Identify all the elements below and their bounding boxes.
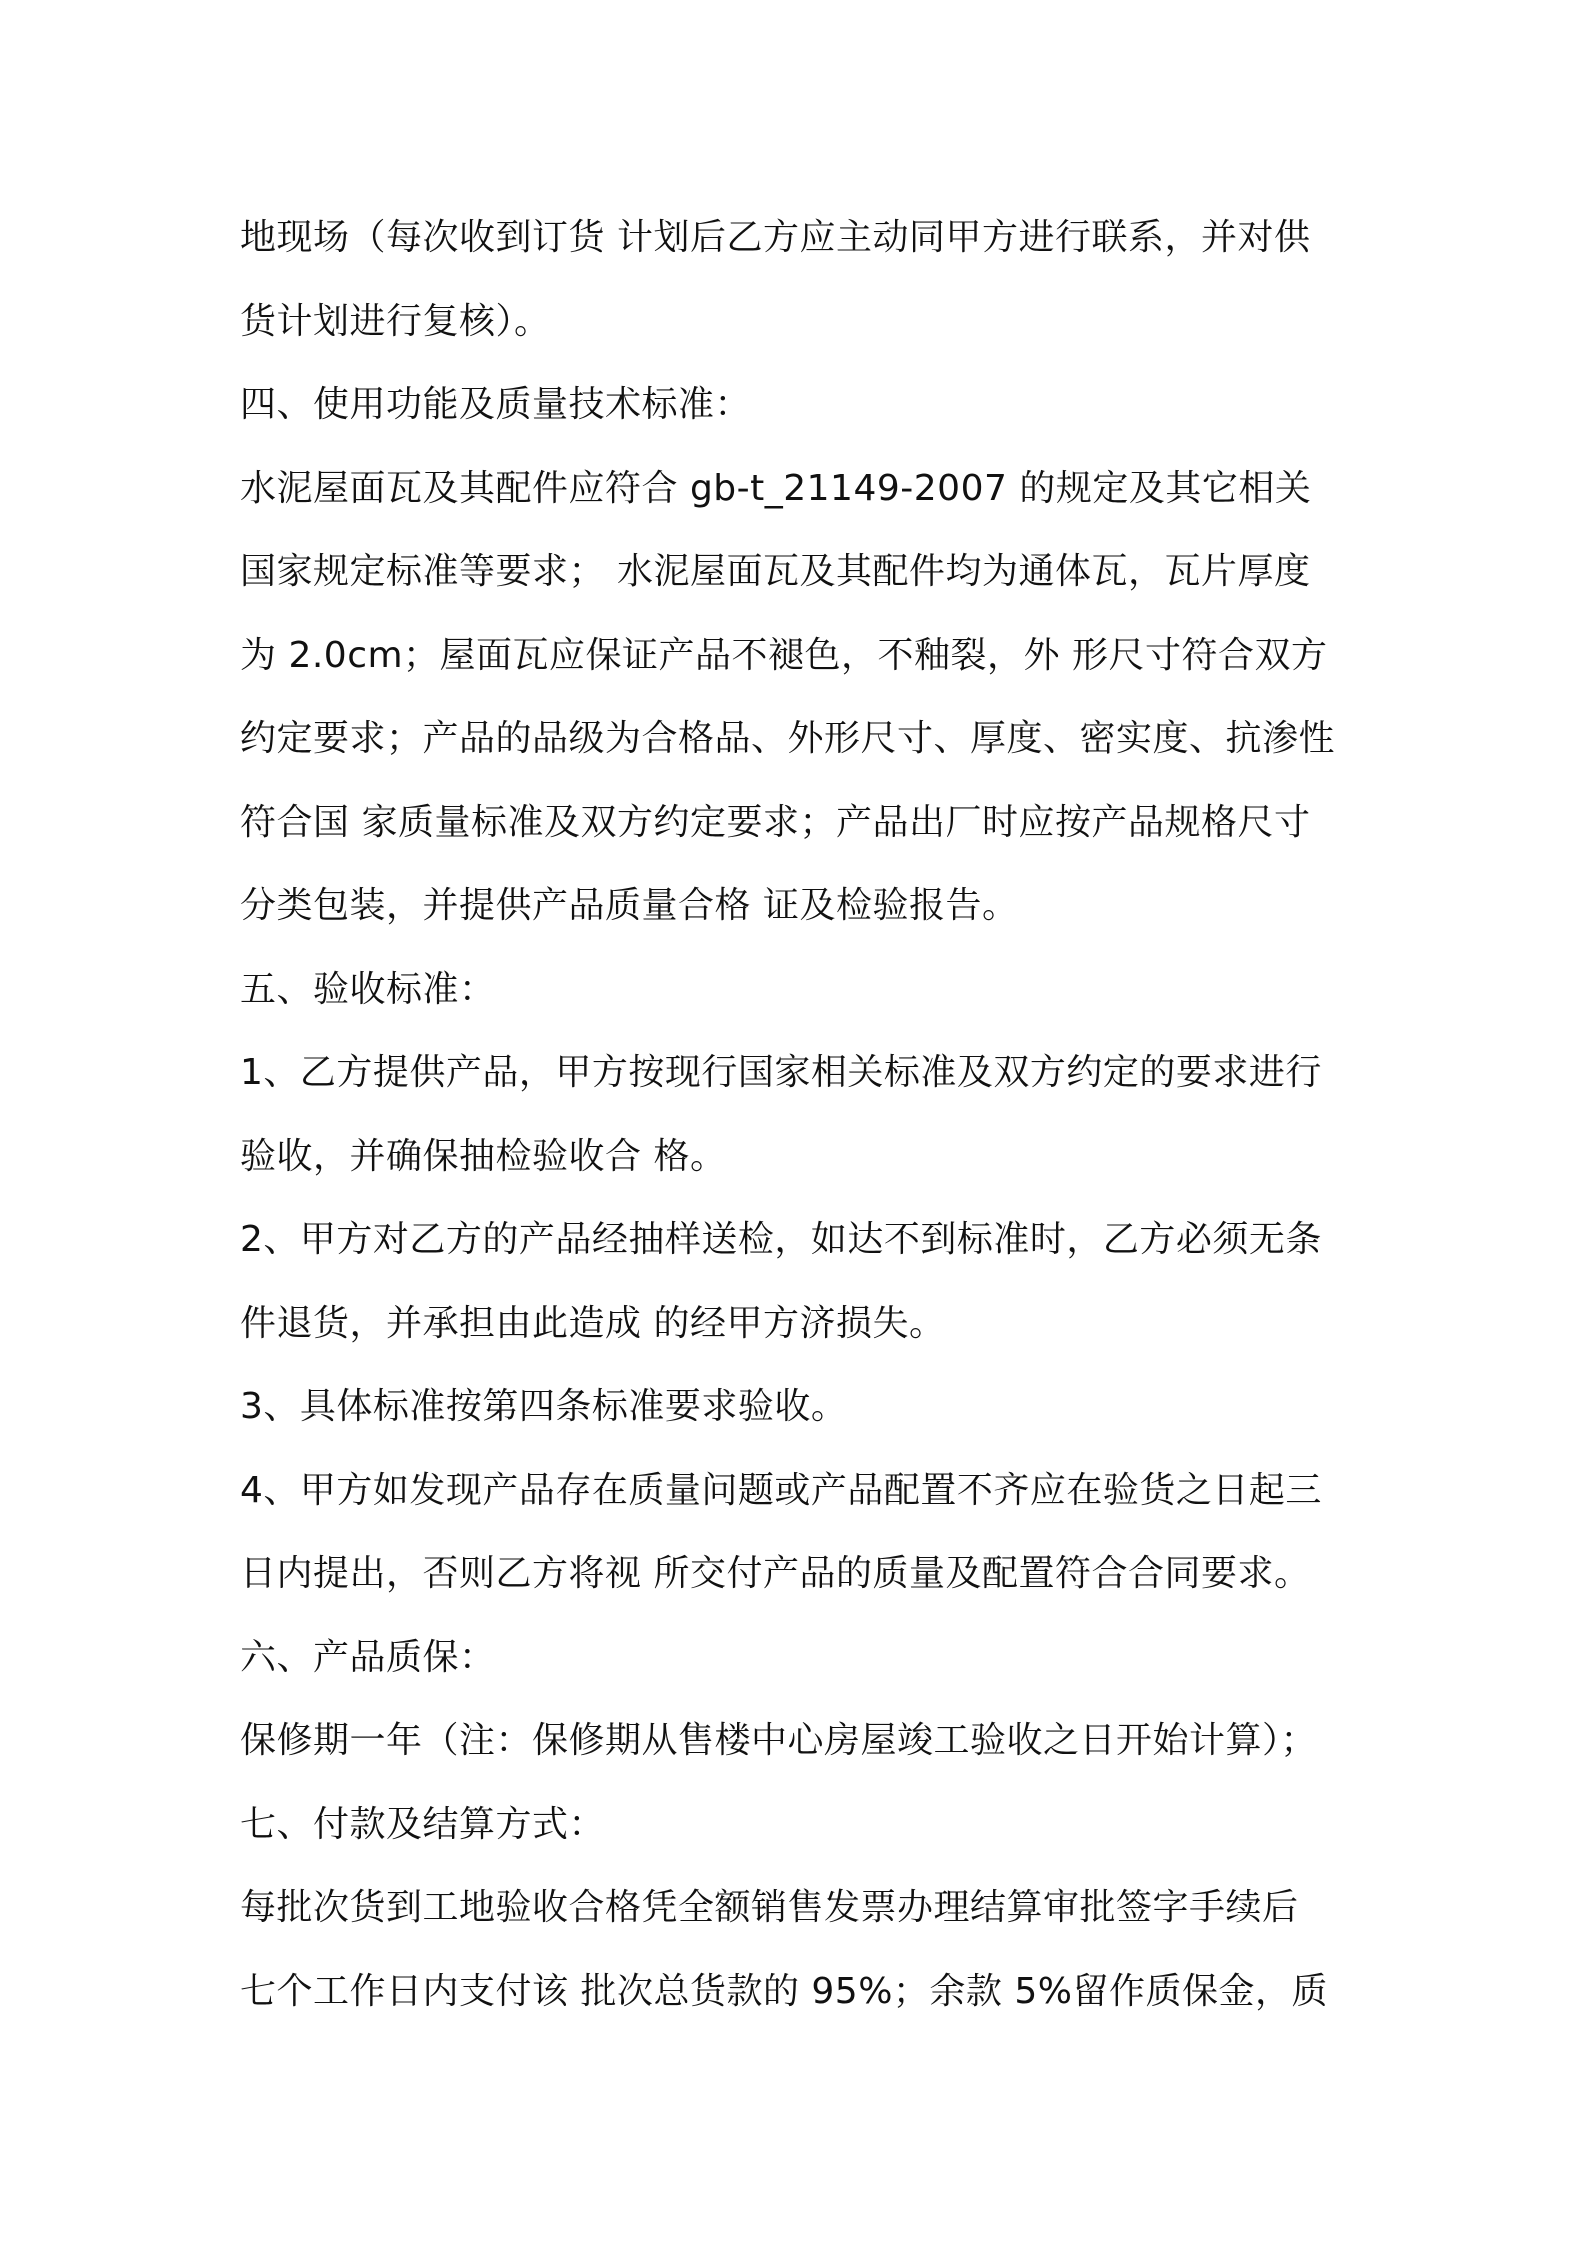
section-heading: 四、使用功能及质量技术标准： [240, 384, 752, 425]
text-line: 每批次货到工地验收合格凭全额销售发票办理结算审批签字手续后 [240, 1887, 1299, 1928]
text-line: 4、甲方如发现产品存在质量问题或产品配置不齐应在验货之日起三 [240, 1469, 1322, 1511]
text-line: 件退货，并承担由此造成 的经甲方济损失。 [240, 1302, 946, 1344]
text-line: 日内提出，否则乙方将视 所交付产品的质量及配置符合合同要求。 [240, 1553, 1311, 1594]
text-line: 地现场（每次收到订货 计划后乙方应主动同甲方进行联系，并对供 [240, 217, 1311, 258]
text-line: 为 2.0cm；屋面瓦应保证产品不褪色，不釉裂，外 形尺寸符合双方 [240, 634, 1328, 676]
section-heading: 六、产品质保： [240, 1636, 496, 1678]
text-line: 分类包装，并提供产品质量合格 证及检验报告。 [240, 885, 1019, 926]
text-line: 符合国 家质量标准及双方约定要求；产品出厂时应按产品规格尺寸 [240, 801, 1311, 843]
text-line: 1、乙方提供产品，甲方按现行国家相关标准及双方约定的要求进行 [240, 1052, 1322, 1093]
text-line: 约定要求；产品的品级为合格品、外形尺寸、厚度、密实度、抗渗性 [240, 718, 1336, 759]
text-line: 2、甲方对乙方的产品经抽样送检，如达不到标准时，乙方必须无条 [240, 1219, 1322, 1260]
text-line: 保修期一年（注：保修期从售楼中心房屋竣工验收之日开始计算）； [240, 1720, 1318, 1761]
section-heading: 七、付款及结算方式： [240, 1803, 606, 1845]
section-heading: 五、验收标准： [240, 968, 496, 1010]
text-line: 国家规定标准等要求； 水泥屋面瓦及其配件均为通体瓦，瓦片厚度 [240, 551, 1311, 592]
text-line: 货计划进行复核）。 [240, 300, 551, 342]
text-line: 七个工作日内支付该 批次总货款的 95%；余款 5%留作质保金，质 [240, 1970, 1328, 2012]
text-line: 3、具体标准按第四条标准要求验收。 [240, 1386, 848, 1427]
document-body [240, 196, 1370, 2033]
text-line: 验收，并确保抽检验收合 格。 [240, 1135, 727, 1177]
text-line: 水泥屋面瓦及其配件应符合 gb-t_21149-2007 的规定及其它相关 [240, 467, 1312, 509]
